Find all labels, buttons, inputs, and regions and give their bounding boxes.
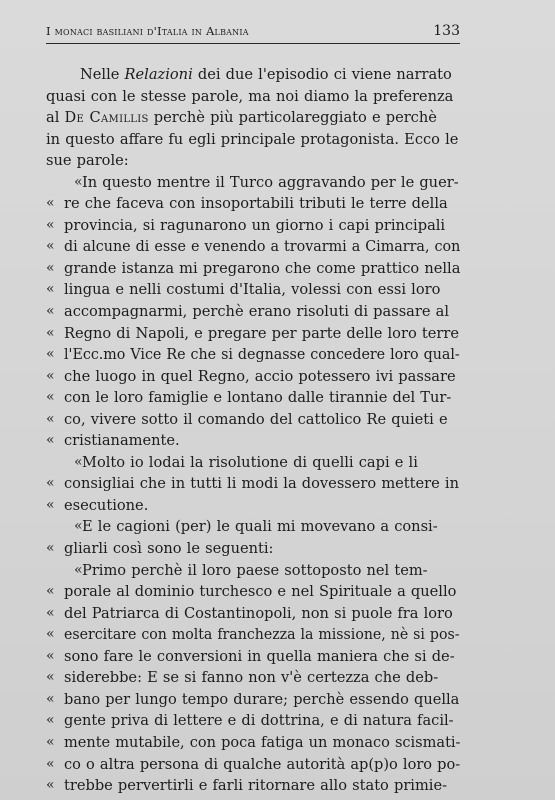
text-line [46,689,460,711]
text-line [46,258,460,280]
text-line [46,150,460,172]
text-span: esecutione. [64,496,149,514]
quote-mark: « [46,346,55,363]
text-span: al [46,109,65,127]
text-line [46,301,460,323]
quote-mark: « [46,324,55,341]
text-line [46,495,460,517]
quote-mark: « [46,475,55,492]
text-span: grande istanza mi pregarono che come prattico nella [64,259,461,277]
text-span: gente priva di lettere e di dottrina, e di natura facil- [64,712,454,730]
text-span: Primo perchè il loro paese sottoposto nel tem- [82,561,428,579]
header-rule [46,43,460,44]
text-line [46,516,460,538]
quote-mark: « [46,669,55,686]
quote-mark: « [46,733,55,750]
text-line [46,215,460,237]
text-span: re che faceva con insoportabili tributi le terre della [64,195,448,213]
text-line [46,646,460,668]
text-span: sue parole: [46,152,129,170]
text-span: perchè più particolareggiato e perchè [148,109,437,127]
text-line [46,323,460,345]
text-span: provincia, si ragunarono un giorno i capi principali [64,216,446,234]
text-span: quasi con le stesse parole, ma noi diamo la preferenza [46,87,454,105]
text-line [46,473,460,495]
quote-mark: « [74,518,83,535]
text-span: gliarli così sono le seguenti: [64,540,274,558]
quote-mark: « [46,281,55,298]
text-line [46,624,460,646]
body-text [46,64,460,797]
quote-mark: « [74,173,83,190]
text-line [46,581,460,603]
quote-mark: « [74,453,83,470]
text-span: di alcune di esse e venendo a trovarmi a Cimarra, con [64,238,461,256]
text-line [46,667,460,689]
text-span: cristianamente. [64,432,180,450]
text-span: l'Ecc.mo Vice Re che si degnasse concedere loro qual- [64,346,460,364]
quote-mark: « [46,432,55,449]
text-span: con le loro famiglie e lontano dalle tirannie del Tur- [64,389,452,407]
quote-mark: « [46,389,55,406]
running-title: I monaci basiliani d'Italia in Albania [46,24,249,38]
italic-title: Relazioni [124,66,193,83]
text-span: accompagnarmi, perchè erano risoluti di passare al [64,303,450,321]
quote-mark: « [46,690,55,707]
text-line [46,775,460,797]
text-line [46,236,460,258]
quote-mark: « [46,195,55,212]
text-span: in questo affare fu egli principale protagonista. Ecco le [46,130,459,148]
text-span: del Patriarca di Costantinopoli, non si puole fra loro [64,604,453,622]
quote-mark: « [46,259,55,276]
text-span: mente mutabile, con poca fatiga un monaco scismati- [64,733,461,751]
text-line [46,538,460,560]
text-line [46,430,460,452]
text-span: Molto io lodai la risolutione di quelli capi e li [82,453,418,471]
quote-mark: « [46,583,55,600]
quote-mark: « [74,561,83,578]
text-line [46,64,460,86]
text-span: esercitare con molta franchezza la missione, nè si pos- [64,626,460,644]
text-span: E le cagioni (per) le quali mi movevano a consi- [82,518,438,536]
text-line [46,754,460,776]
text-span: bano per lungo tempo durare; perchè essendo quella [64,690,460,708]
text-span: Nelle [80,66,125,83]
text-line [46,366,460,388]
text-span: consigliai che in tutti li modi la dovessero mettere in [64,475,459,493]
quote-mark: « [46,216,55,233]
text-span: Regno di Napoli, e pregare per parte delle loro terre [64,324,459,342]
quote-mark: « [46,410,55,427]
quote-mark: « [46,496,55,513]
text-line [46,344,460,366]
quote-mark: « [46,647,55,664]
text-span: co, vivere sotto il comando del cattolico Re quieti e [64,410,448,428]
quote-mark: « [46,540,55,557]
text-span: porale al dominio turchesco e nel Spirituale a quello [64,583,457,601]
text-line [46,172,460,194]
page-number: 133 [433,23,460,39]
quote-mark: « [46,367,55,384]
text-line [46,732,460,754]
running-header [46,24,460,42]
text-line [46,409,460,431]
author-name: De Camillis [64,109,149,127]
text-span: trebbe pervertirli e farli ritornare allo stato primie- [64,777,448,795]
text-line [46,560,460,582]
text-span: che luogo in quel Regno, accio potessero ivi passare [64,367,456,385]
text-span: siderebbe: E se si fanno non v'è certezza che deb- [64,669,439,687]
text-line [46,86,460,108]
text-line [46,279,460,301]
quote-mark: « [46,755,55,772]
text-line [46,710,460,732]
text-span: sono fare le conversioni in quella maniera che si de- [64,647,455,665]
quote-mark: « [46,777,55,794]
text-line [46,193,460,215]
quote-mark: « [46,303,55,320]
text-span: lingua e nelli costumi d'Italia, volessi con essi loro [64,281,441,299]
text-line [46,387,460,409]
quote-mark: « [46,238,55,255]
text-span: dei due l'episodio ci viene narrato [192,66,452,83]
text-line [46,107,460,129]
text-line [46,129,460,151]
quote-mark: « [46,712,55,729]
quote-mark: « [46,604,55,621]
text-span: co o altra persona di qualche autorità ap(p)o loro po- [64,755,461,773]
text-line [46,452,460,474]
text-line [46,603,460,625]
quote-mark: « [46,626,55,643]
text-span: In questo mentre il Turco aggravando per le guer- [82,173,459,191]
